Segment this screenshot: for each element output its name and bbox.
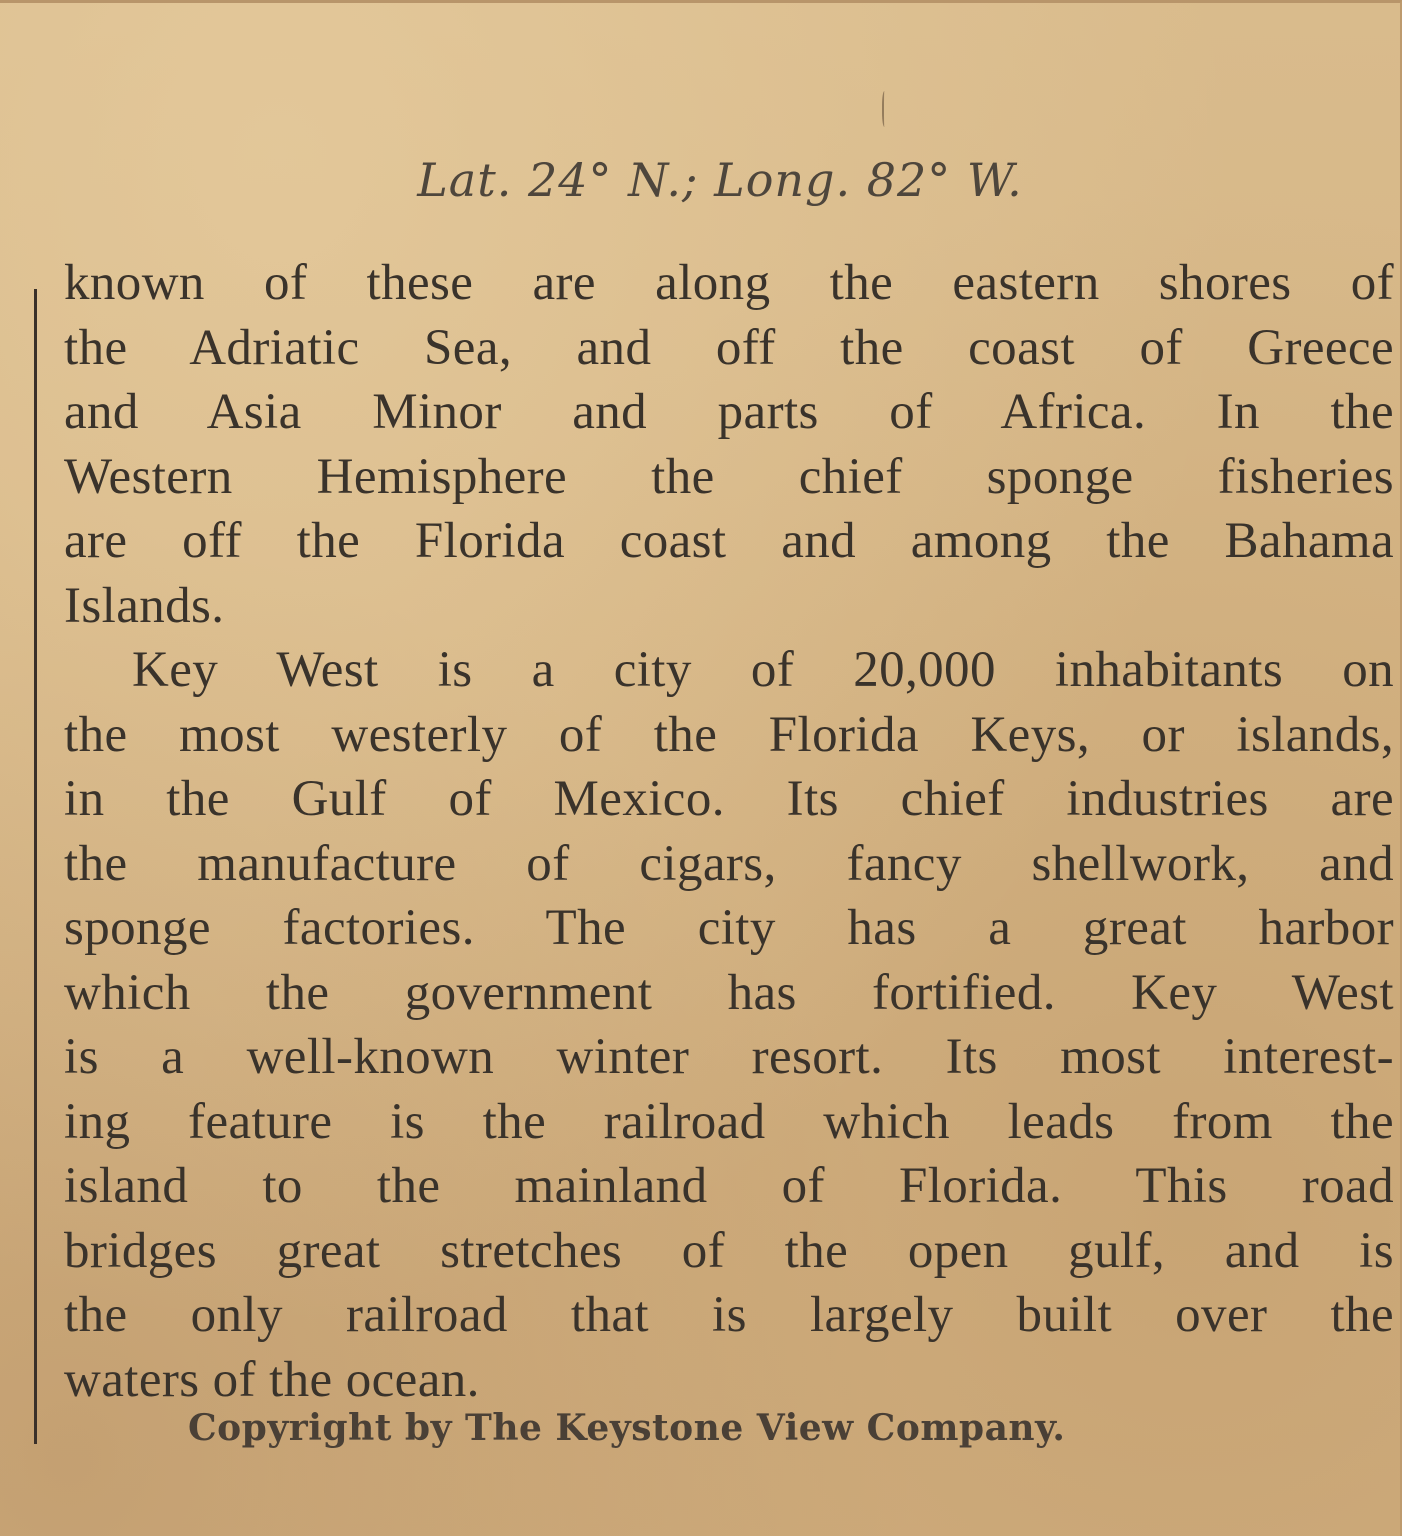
text-line: sponge factories. The city has a great harbor bbox=[64, 900, 1394, 956]
body-text bbox=[64, 251, 1394, 1412]
text-line: the manufacture of cigars, fancy shellwork, and bbox=[64, 835, 1394, 892]
text-line: the only railroad that is largely built over the bbox=[64, 1287, 1394, 1343]
text-line: island to the mainland of Florida. This road bbox=[64, 1158, 1394, 1214]
text-line: known of these are along the eastern shores of bbox=[64, 255, 1394, 311]
text-line: is a well-known winter resort. Its most interest- bbox=[64, 1029, 1394, 1085]
text-line: which the government has fortified. Key West bbox=[64, 964, 1394, 1021]
pencil-mark bbox=[882, 91, 888, 127]
text-line: and Asia Minor and parts of Africa. In the bbox=[64, 384, 1394, 440]
text-line: Islands. bbox=[64, 577, 225, 634]
text-line: are off the Florida coast and among the Bahama bbox=[64, 513, 1394, 569]
text-line: Key West is a city of 20,000 inhabitants on bbox=[132, 642, 1394, 698]
text-line: the most westerly of the Florida Keys, or islands, bbox=[64, 706, 1394, 763]
text-line: waters of the ocean. bbox=[64, 1351, 480, 1408]
text-line: the Adriatic Sea, and off the coast of Greece bbox=[64, 319, 1394, 376]
text-line: in the Gulf of Mexico. Its chief industries are bbox=[64, 771, 1394, 827]
text-line: Western Hemisphere the chief sponge fisheries bbox=[64, 448, 1394, 505]
text-line: bridges great stretches of the open gulf, and is bbox=[64, 1222, 1394, 1279]
margin-rule bbox=[34, 289, 37, 1444]
text-line: ing feature is the railroad which leads from the bbox=[64, 1093, 1394, 1150]
coordinates-heading: Lat. 24° N.; Long. 82° W. bbox=[417, 153, 1023, 207]
copyright-notice: Copyright by The Keystone View Company. bbox=[188, 1407, 1066, 1449]
